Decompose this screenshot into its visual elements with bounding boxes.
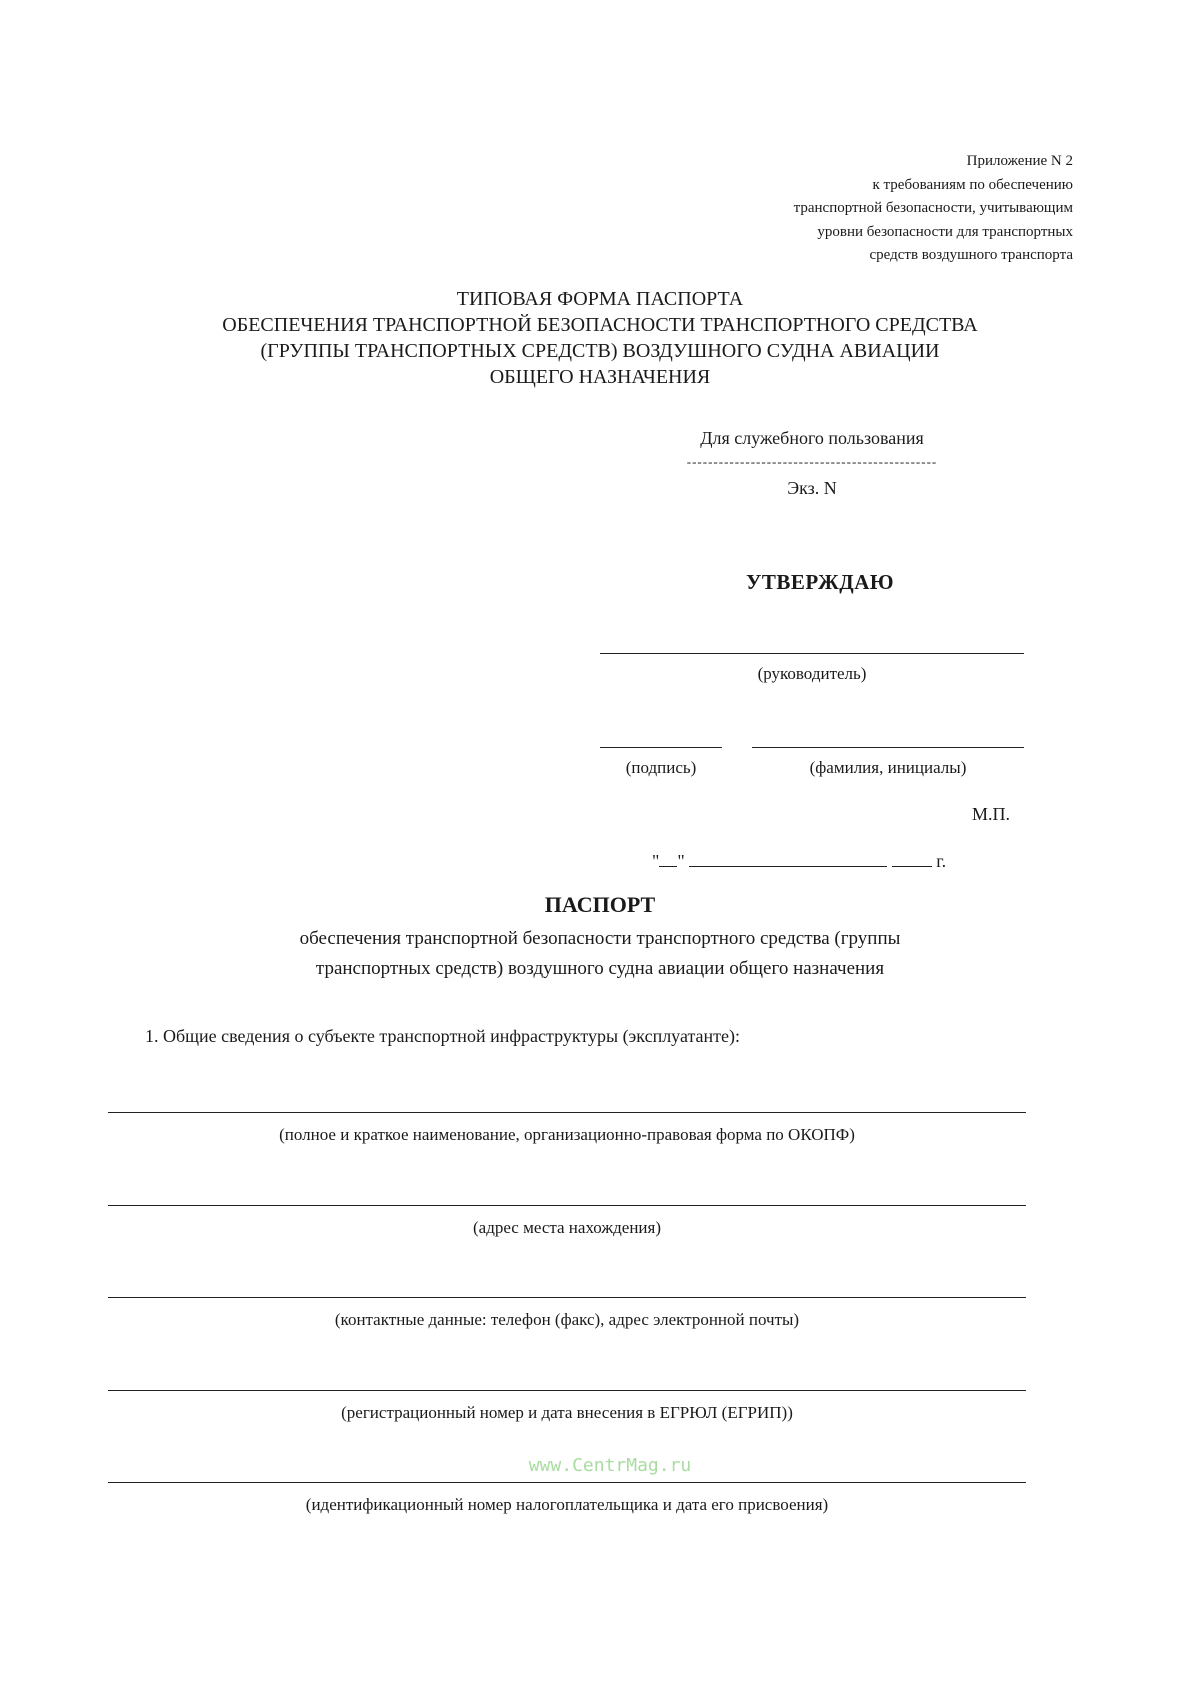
seal-label: М.П. — [972, 804, 1011, 824]
classification-label: Для служебного пользования — [700, 428, 924, 448]
signature-line — [600, 747, 722, 748]
org-name-field-line — [108, 1112, 1026, 1113]
passport-subtitle-line: обеспечения транспортной безопасности транспортного средства (группы — [299, 928, 901, 949]
heading-line: ОБЩЕГО НАЗНАЧЕНИЯ — [489, 366, 711, 388]
contacts-field-line — [108, 1297, 1026, 1298]
date-day-blank — [659, 850, 677, 867]
document-heading — [140, 286, 1060, 390]
org-name-caption: (полное и краткое наименование, организационно-правовая форма по ОКОПФ) — [279, 1125, 855, 1144]
heading-line: ТИПОВАЯ ФОРМА ПАСПОРТА — [456, 288, 744, 310]
inn-field-line — [108, 1482, 1026, 1483]
annex-line: транспортной безопасности, учитывающим — [793, 200, 1073, 216]
date-month-blank — [689, 850, 887, 867]
date-open-quote: " — [652, 851, 660, 871]
annex-line: Приложение N 2 — [966, 153, 1073, 169]
address-field-line — [108, 1205, 1026, 1206]
date-close-quote: " — [677, 851, 685, 871]
annex-reference — [794, 150, 1073, 268]
inn-caption: (идентификационный номер налогоплательщика и дата его присвоения) — [305, 1495, 829, 1514]
section-1-title: 1. Общие сведения о субъекте транспортной инфраструктуры (эксплуатанте): — [145, 1026, 741, 1046]
copy-number-label: Экз. N — [787, 478, 837, 498]
registration-caption: (регистрационный номер и дата внесения в ЕГРЮЛ (ЕГРИП)) — [341, 1403, 793, 1422]
date-year-blank — [892, 850, 932, 867]
annex-line: уровни безопасности для транспортных — [817, 223, 1073, 240]
classification-dashes: ----------------------------------------------- — [686, 454, 938, 469]
signature-caption: (подпись) — [625, 758, 697, 777]
registration-field-line — [108, 1390, 1026, 1391]
heading-line: (ГРУППЫ ТРАНСПОРТНЫХ СРЕДСТВ) ВОЗДУШНОГО СУДНА АВИАЦИИ — [260, 340, 940, 362]
name-caption: (фамилия, инициалы) — [809, 758, 967, 777]
heading-line: ОБЕСПЕЧЕНИЯ ТРАНСПОРТНОЙ БЕЗОПАСНОСТИ ТРАНСПОРТНОГО СРЕДСТВА — [222, 314, 978, 336]
passport-subtitle — [140, 924, 1060, 984]
name-line — [752, 747, 1024, 748]
passport-subtitle-line: транспортных средств) воздушного судна авиации общего назначения — [315, 958, 885, 979]
annex-line: к требованиям по обеспечению — [872, 176, 1073, 193]
contacts-caption: (контактные данные: телефон (факс), адрес электронной почты) — [334, 1310, 800, 1329]
head-caption: (руководитель) — [757, 664, 867, 683]
address-caption: (адрес места нахождения) — [472, 1218, 661, 1237]
annex-line: средств воздушного транспорта — [869, 247, 1073, 263]
passport-title: ПАСПОРТ — [544, 892, 656, 917]
watermark: www.CentrMag.ru — [528, 1455, 692, 1476]
date-year-suffix: г. — [936, 851, 947, 871]
approval-title: УТВЕРЖДАЮ — [745, 570, 895, 594]
date-line — [652, 850, 946, 872]
head-line — [600, 653, 1024, 654]
